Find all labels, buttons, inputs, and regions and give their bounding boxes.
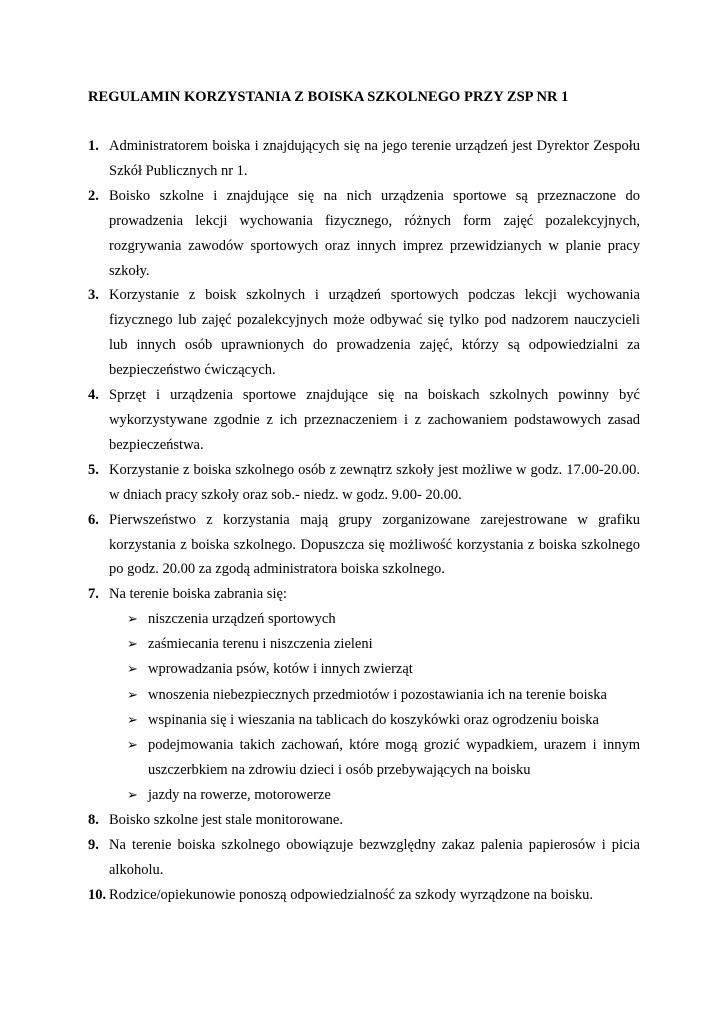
- prohibited-list: [109, 607, 640, 808]
- regulation-list: [88, 134, 640, 908]
- list-item-text: zaśmiecania terenu i niszczenia zieleni: [148, 636, 373, 653]
- item-number: 9.: [88, 836, 99, 853]
- item-number: 7.: [88, 586, 99, 603]
- item-number: 6.: [88, 511, 99, 528]
- item-text: Na terenie boiska zabrania się:: [109, 586, 287, 603]
- item-text: Na terenie boiska szkolnego obowiązuje bezwzględny zakaz palenia papierosów i picia alkoholu.: [109, 836, 640, 878]
- list-item-text: jazdy na rowerze, motorowerze: [148, 786, 331, 803]
- arrow-bullet-icon: ➢: [127, 787, 138, 803]
- regulation-item-8: [88, 808, 640, 833]
- list-item: [109, 783, 640, 808]
- item-text: Pierwszeństwo z korzystania mają grupy zorganizowane zarejestrowane w grafiku korzystania z boiska szkolnego. Dopuszcza się możliwość korzystania z boiska szkolnego po godz. 20.00 za zgodą administratora boiska szkolnego.: [109, 511, 640, 578]
- item-number: 3.: [88, 287, 99, 304]
- list-item: [109, 657, 640, 682]
- regulation-item-5: [88, 458, 640, 508]
- regulation-item-4: [88, 383, 640, 458]
- arrow-bullet-icon: ➢: [127, 687, 138, 703]
- arrow-bullet-icon: ➢: [127, 637, 138, 653]
- regulation-item-6: [88, 508, 640, 583]
- item-number: 10.: [88, 886, 107, 903]
- arrow-bullet-icon: ➢: [127, 712, 138, 728]
- regulation-item-1: [88, 134, 640, 184]
- item-number: 2.: [88, 187, 99, 204]
- document-title: REGULAMIN KORZYSTANIA Z BOISKA SZKOLNEGO PRZY ZSP NR 1: [88, 89, 569, 105]
- regulation-item-3: [88, 283, 640, 383]
- regulation-item-2: [88, 184, 640, 284]
- item-number: 1.: [88, 138, 99, 154]
- list-item-text: wnoszenia niebezpiecznych przedmiotów i pozostawiania ich na terenie boiska: [148, 686, 607, 703]
- list-item-text: wspinania się i wieszania na tablicach do koszykówki oraz ogrodzeniu boiska: [148, 711, 599, 728]
- item-text: Korzystanie z boisk szkolnych i urządzeń sportowych podczas lekcji wychowania fizycznego lub zajęć pozalekcyjnych może odbywać się tylko pod nadzorem nauczycieli lub innych osób uprawnionych do prowadzenia zajęć, którzy są odpowiedzialni za bezpieczeństwo ćwiczących.: [109, 287, 640, 379]
- item-number: 8.: [88, 811, 99, 828]
- list-item-text: podejmowania takich zachowań, które mogą grozić wypadkiem, urazem i innym uszczerbkiem na zdrowiu dzieci i osób przebywających na boisku: [148, 736, 640, 778]
- list-item: [109, 733, 640, 783]
- list-item: [109, 683, 640, 708]
- regulation-item-9: [88, 833, 640, 883]
- regulation-item-7: [88, 582, 640, 808]
- arrow-bullet-icon: ➢: [127, 662, 138, 678]
- item-text: Boisko szkolne i znajdujące się na nich urządzenia sportowe są przeznaczone do prowadzenia lekcji wychowania fizycznego, różnych form zajęć pozalekcyjnych, rozgrywania zawodów sportowych oraz innych imprez przewidzianych w planie pracy szkoły.: [109, 187, 640, 279]
- regulation-item-10: [88, 883, 640, 908]
- list-item: [109, 632, 640, 657]
- item-text: Boisko szkolne jest stale monitorowane.: [109, 811, 343, 828]
- arrow-bullet-icon: ➢: [127, 737, 138, 753]
- list-item: [109, 607, 640, 632]
- item-text: Rodzice/opiekunowie ponoszą odpowiedzialność za szkody wyrządzone na boisku.: [109, 886, 593, 903]
- item-text: Korzystanie z boiska szkolnego osób z zewnątrz szkoły jest możliwe w godz. 17.00-20.00. w dniach pracy szkoły oraz sob.- niedz. w godz. 9.00- 20.00.: [109, 461, 640, 503]
- list-item: [109, 708, 640, 733]
- list-item-text: niszczenia urządzeń sportowych: [148, 611, 336, 628]
- item-text: Administratorem boiska i znajdujących się na jego terenie urządzeń jest Dyrektor Zespołu Szkół Publicznych nr 1.: [109, 138, 640, 179]
- item-number: 4.: [88, 387, 99, 404]
- list-item-text: wprowadzania psów, kotów i innych zwierząt: [148, 661, 413, 678]
- item-number: 5.: [88, 461, 99, 478]
- arrow-bullet-icon: ➢: [127, 612, 138, 628]
- item-text: Sprzęt i urządzenia sportowe znajdujące się na boiskach szkolnych powinny być wykorzystywane zgodnie z ich przeznaczeniem i z zachowaniem podstawowych zasad bezpieczeństwa.: [109, 387, 640, 453]
